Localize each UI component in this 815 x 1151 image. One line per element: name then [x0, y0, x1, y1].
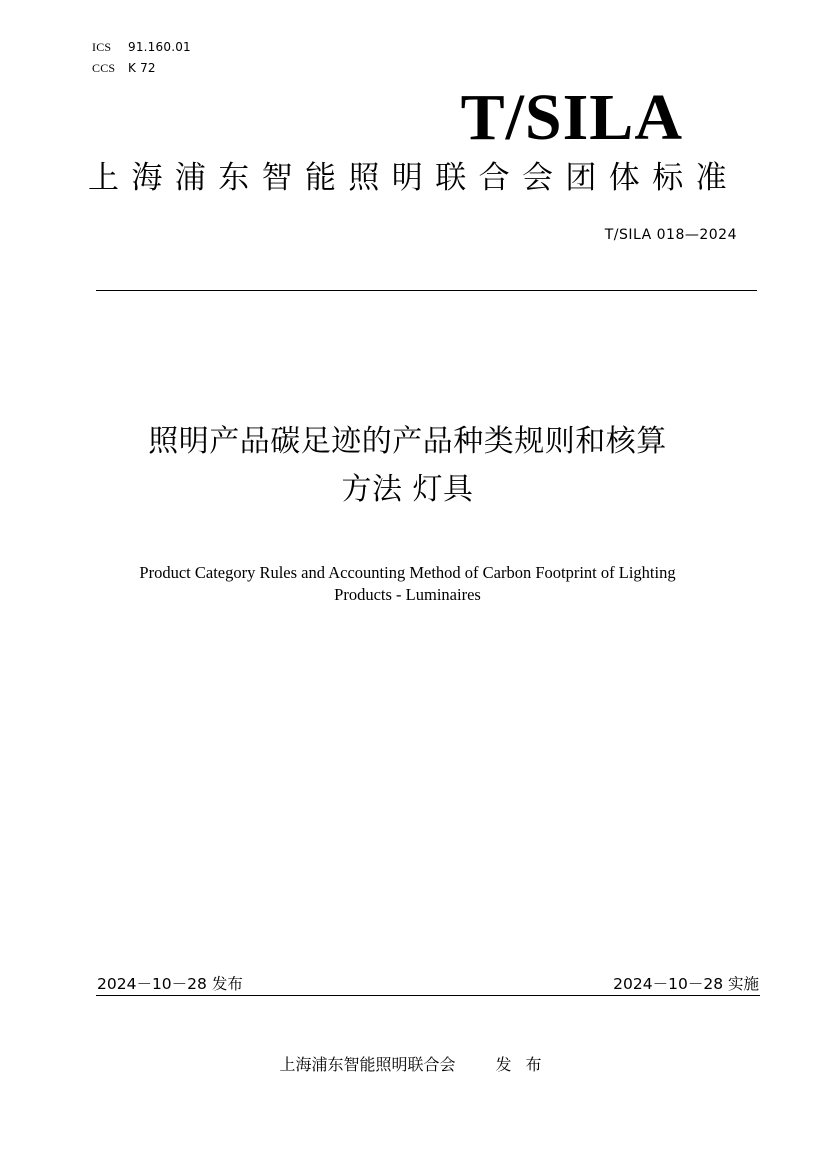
implementation-date: 2024－10－28 实施: [613, 975, 759, 993]
ics-value: 91.160.01: [128, 40, 191, 54]
footer-divider: [96, 995, 760, 996]
english-title-line-2: Products - Luminaires: [334, 585, 481, 604]
ccs-classification: [92, 61, 156, 76]
chinese-title-line-1: 照明产品碳足迹的产品种类规则和核算: [148, 424, 667, 459]
organization-logo-text: T/SILA: [460, 81, 683, 154]
issuer-action: 发布: [495, 1055, 556, 1074]
chinese-title-line-2: 方法 灯具: [341, 472, 474, 507]
header-divider: [96, 290, 757, 291]
english-title-line-1: Product Category Rules and Accounting Method of Carbon Footprint of Lighting: [139, 563, 676, 582]
issuer-name: 上海浦东智能照明联合会: [279, 1055, 456, 1074]
ics-classification: [92, 40, 191, 55]
issuing-organization: [0, 1052, 815, 1075]
ccs-value: K 72: [128, 61, 156, 75]
english-title: [80, 562, 735, 606]
standard-number: T/SILA 018—2024: [604, 227, 737, 243]
publish-date: 2024－10－28 发布: [97, 975, 243, 993]
organization-standard-heading: 上海浦东智能照明联合会团体标准: [88, 160, 739, 196]
chinese-title: [60, 418, 755, 514]
ccs-label: CCS: [92, 61, 116, 75]
ics-label: ICS: [92, 40, 112, 54]
